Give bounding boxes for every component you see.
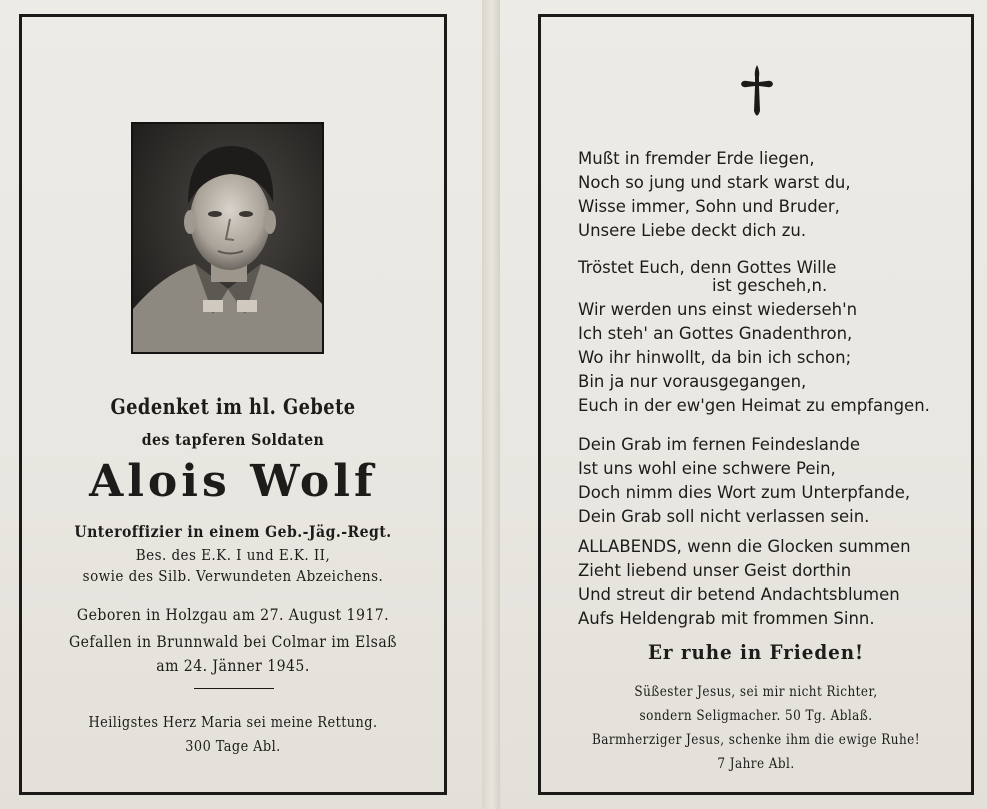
death-date-line: am 24. Jänner 1945. [156,656,310,675]
poem-line: ist gescheh,n. [712,276,828,295]
indulgence-line: 300 Tage Abl. [185,737,281,755]
prayer-line: Barmherziger Jesus, schenke ihm die ewige Ruhe! [591,732,921,748]
poem-line: Wisse immer, Sohn und Bruder, [578,197,840,216]
poem-line: Und streut dir betend Andachtsblumen [578,585,900,604]
decoration-line: Bes. des E.K. I und E.K. II, [135,546,331,564]
poem-line: Dein Grab im fernen Feindeslande [578,435,860,454]
prayer-line: sondern Seligmacher. 50 Tg. Ablaß. [639,708,873,724]
poem-line: Dein Grab soll nicht verlassen sein. [578,507,870,526]
poem-line: Aufs Heldengrab mit frommen Sinn. [578,609,875,628]
card-fold [482,0,500,809]
poem-stanza-3 [578,433,910,529]
prayer-line: Süßester Jesus, sei mir nicht Richter, [634,684,878,700]
poem-line: Ich steh' an Gottes Gnadenthron, [578,324,853,343]
poem-line: Wir werden uns einst wiederseh'n [578,300,858,319]
military-rank: Unteroffizier in einem Geb.-Jäg.-Regt. [74,522,392,541]
poem-line: Wo ihr hinwollt, da bin ich schon; [578,348,852,367]
poem-line: Ist uns wohl eine schwere Pein, [578,459,836,478]
poem-line: Tröstet Euch, denn Gottes Wille [578,258,837,277]
poem-line: Doch nimm dies Wort zum Unterpfande, [578,483,911,502]
soldier-portrait-photo [131,122,324,354]
death-place-line: Gefallen in Brunnwald bei Colmar im Elsaß [68,632,398,651]
poem-stanza-2 [578,256,930,418]
poem-line: Unsere Liebe deckt dich zu. [578,221,807,240]
poem-stanza-4 [578,535,911,631]
birth-line: Geboren in Holzgau am 27. August 1917. [76,605,390,624]
memorial-subtitle: des tapferen Soldaten [141,430,325,449]
prayer-line: Heiligstes Herz Maria sei meine Rettung. [88,713,378,731]
divider-line [194,688,274,689]
poem-line: ALLABENDS, wenn die Glocken summen [578,537,911,556]
poem-line: Euch in der ew'gen Heimat zu empfangen. [578,396,930,415]
memorial-intro: Gedenket im hl. Gebete [110,394,356,419]
poem-stanza-1 [578,147,851,243]
poem-line: Mußt in fremder Erde liegen, [578,149,815,168]
decoration-line: sowie des Silb. Verwundeten Abzeichens. [82,567,384,585]
poem-line: Bin ja nur vorausgegangen, [578,372,807,391]
poem-line: Zieht liebend unser Geist dorthin [578,561,852,580]
rest-in-peace-heading: Er ruhe in Frieden! [647,640,865,664]
poem-line: Noch so jung und stark warst du, [578,173,851,192]
cross-icon [739,63,775,121]
deceased-name: Alois Wolf [89,456,377,507]
indulgence-line: 7 Jahre Abl. [717,756,795,772]
